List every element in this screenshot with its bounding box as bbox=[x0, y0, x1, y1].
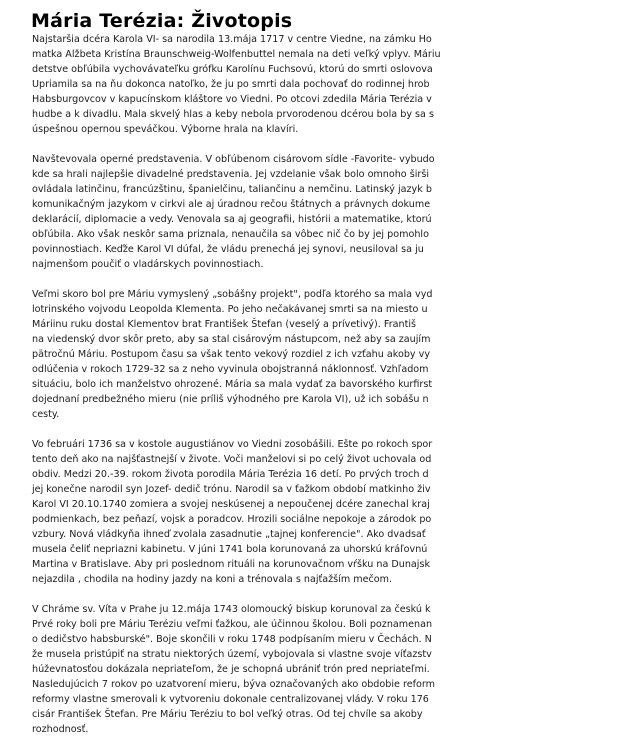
text-line: reformy vlastne smerovali k vytvoreniu dokonale centralizovanej vlády. V roku 176 bbox=[32, 694, 429, 705]
text-line: Upriamila sa na ňu dokonca natoľko, že ju po smrti dala pochovať do rodinnej hrob bbox=[32, 79, 430, 90]
text-line: situáciu, bolo ich manželstvo ohrozené. Mária sa mala vydať za bavorského kurfirst bbox=[32, 379, 433, 390]
text-line: Habsburgovcov v kapucínskom kláštore vo Viedni. Po otcovi zdedila Mária Terézia v bbox=[32, 94, 432, 105]
paragraph bbox=[32, 152, 632, 272]
text-line: najmenšom poučiť o vladárskych povinnostiach. bbox=[32, 259, 264, 270]
text-line: komunikačným jazykom v cirkvi ale aj úradnou rečou štátnych a právnych dokume bbox=[32, 199, 431, 210]
text-line: jej konečne narodil syn Jozef- dedič trónu. Narodil sa v ťažkom období matkinho živ bbox=[32, 484, 431, 495]
text-line: Veľmi skoro bol pre Máriu vymyslený „sobášny projekt", podľa ktorého sa mala vyd bbox=[32, 289, 433, 300]
text-line: odlúčenia v rokoch 1729-32 sa z neho vyvinula obojstranná náklonnosť. Vzhľadom bbox=[32, 364, 429, 375]
page-title: Mária Terézia: Životopis bbox=[31, 10, 293, 32]
text-line: podmienkach, bez peňazí, vojsk a poradcov. Hrozili sociálne nepokoje a zárodok po bbox=[32, 514, 432, 525]
text-line: matka Alžbeta Kristína Braunschweig-Wolfenbuttel nemala na deti veľký vplyv. Máriu bbox=[32, 49, 441, 60]
text-line: detstve obľúbila vychovávateľku grófku Karolínu Fuchsovú, ktorú do smrti oslovova bbox=[32, 64, 433, 75]
paragraph bbox=[32, 437, 632, 587]
text-line: obdiv. Medzi 20.-39. rokom života porodila Mária Terézia 16 detí. Po prvých troch d bbox=[32, 469, 429, 480]
text-line: Martina v Bratislave. Aby pri poslednom rituáli na korunovačnom vŕšku na Dunajsk bbox=[32, 559, 431, 570]
text-line: úspešnou opernou speváčkou. Výborne hrala na klavíri. bbox=[32, 124, 299, 135]
text-line: tento deň ako na najšťastnejší v živote. Voči manželovi si po celý život uchovala od bbox=[32, 454, 432, 465]
text-line: o dedičstvo habsburské". Boje skončili v roku 1748 podpísaním mieru v Čechách. N bbox=[32, 634, 432, 645]
text-line: pätročnú Máriu. Postupom času sa však tento vekový rozdiel z ich vzťahu akoby vy bbox=[32, 349, 430, 360]
text-line: ovládala latinčinu, francúzštinu, španielčinu, taliančinu a nemčinu. Latinský jazyk b bbox=[32, 184, 432, 195]
document-body bbox=[32, 32, 632, 752]
text-line: cesty. bbox=[32, 409, 60, 420]
paragraph bbox=[32, 287, 632, 422]
text-line: musela čeliť nepriazni kabinetu. V júni 1741 bola korunovaná za uhorskú kráľovnú bbox=[32, 544, 428, 555]
text-line: Máriinu ruku dostal Klementov brat František Štefan (veselý a prívetivý). Františ bbox=[32, 319, 417, 330]
text-line: Najstaršia dcéra Karola VI- sa narodila 13.mája 1717 v centre Viedne, na zámku Ho bbox=[32, 34, 432, 45]
text-line: že musela pristúpiť na stratu niektorých území, vybojovala si vlastne svoje víťazstv bbox=[32, 649, 432, 660]
text-line: kde sa hrali najlepšie divadelné predstavenia. Jej vzdelanie však bolo omnoho širši bbox=[32, 169, 430, 180]
text-line: Karol VI 20.10.1740 zomiera a svojej neskúsenej a nepoučenej dcére zanechal kraj bbox=[32, 499, 430, 510]
text-line: vzbury. Nová vládkyňa ihneď zvolala zasadnutie „tajnej konferencie". Ako dvadsať bbox=[32, 529, 426, 540]
text-line: Vo februári 1736 sa v kostole augustiánov vo Viedni zosobášili. Ešte po rokoch spor bbox=[32, 439, 433, 450]
text-line: cisár František Štefan. Pre Máriu Teréziu to bol veľký otras. Od tej chvíle sa akoby bbox=[32, 709, 423, 720]
text-line: Prvé roky boli pre Máriu Teréziu veľmi ťažkou, ale účinnou školou. Boli poznamenan bbox=[32, 619, 433, 630]
text-line: obľúbila. Ako však neskôr sama priznala, nenaučila sa vôbec nič čo by jej pomohlo bbox=[32, 229, 429, 240]
text-line: nejazdila , chodila na hodiny jazdy na koni a trénovala s najťažším mečom. bbox=[32, 574, 393, 585]
text-line: Nasledujúcich 7 rokov po uzatvorení mieru, býva označovaných ako obdobie reform bbox=[32, 679, 435, 690]
paragraph bbox=[32, 602, 632, 737]
text-line: dojednaní predbežného mieru (nie príliš výhodného pre Karola VI), už ich sobášu n bbox=[32, 394, 429, 405]
text-line: V Chráme sv. Víta v Prahe ju 12.mája 1743 olomoucký biskup korunoval za českú k bbox=[32, 604, 431, 615]
text-line: rozhodnosť. bbox=[32, 724, 89, 735]
text-line: hudbe a k divadlu. Mala skvelý hlas a keby nebola prvorodenou dcérou bola by sa s bbox=[32, 109, 434, 120]
text-line: na viedenský dvor skôr preto, aby sa stal cisárovým nástupcom, než aby sa zaujím bbox=[32, 334, 431, 345]
text-line: povinnostiach. Keďže Karol VI dúfal, že vládu prenechá jej synovi, neusiloval sa ju bbox=[32, 244, 424, 255]
text-line: lotrinského vojvodu Leopolda Klementa. Po jeho nečakávanej smrti sa na miesto u bbox=[32, 304, 428, 315]
text-line: Navštevovala operné predstavenia. V obľúbenom cisárovom sídle -Favorite- vybudo bbox=[32, 154, 435, 165]
text-line: húževnatosťou dokázala nepriateľom, že je schopná ubrániť trón pred nepriateľmi. bbox=[32, 664, 430, 675]
paragraph bbox=[32, 32, 632, 137]
text-line: deklarácií, diplomacie a vedy. Venovala sa aj geografii, histórii a matematike, ktorú bbox=[32, 214, 432, 225]
